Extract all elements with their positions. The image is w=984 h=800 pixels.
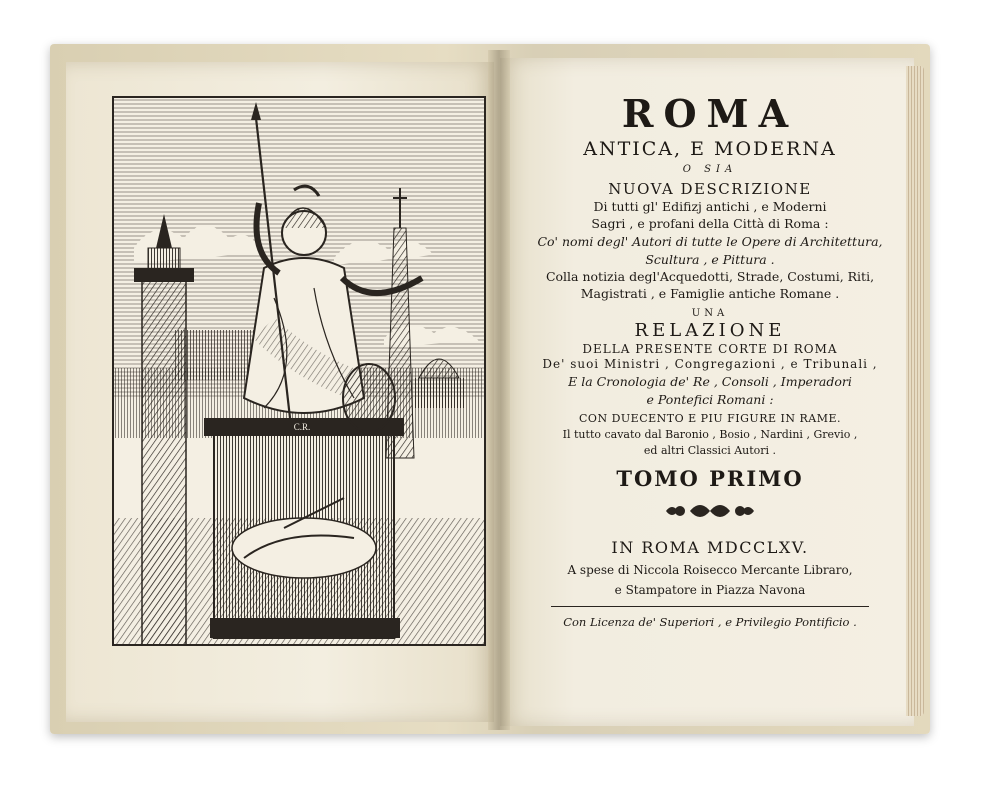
title-sources: Il tutto cavato dal Baronio , Bosio , Nardini , Grevio , xyxy=(562,428,858,441)
divider-rule xyxy=(551,606,869,607)
title-ministri: De' suoi Ministri , Congregazioni , e Tribunali , xyxy=(542,357,878,371)
subtitle-line: Magistrati , e Famiglie antiche Romane . xyxy=(580,286,840,301)
volume-label: TOMO PRIMO xyxy=(616,466,804,491)
subtitle-italic-line: Scultura , e Pittura . xyxy=(645,252,775,267)
title-corte-di-roma: DELLA PRESENTE CORTE DI ROMA xyxy=(582,342,838,356)
title-antica-moderna: ANTICA, E MODERNA xyxy=(583,138,837,160)
book-gutter xyxy=(488,50,510,730)
subtitle-italic-line: Co' nomi degl' Autori di tutte le Opere di Architettura, xyxy=(537,234,883,249)
subtitle-line: Di tutti gl' Edifizj antichi , e Moderni xyxy=(593,199,827,214)
subtitle-line: Sagri , e profani della Città di Roma : xyxy=(591,216,829,231)
frontispiece-engraving xyxy=(112,96,486,646)
printer-ornament-icon xyxy=(650,498,770,524)
imprint-place-date: IN ROMA MDCCLXV. xyxy=(611,538,809,557)
title-una: UNA xyxy=(691,308,729,319)
title-figure-in-rame: CON DUECENTO E PIU FIGURE IN RAME. xyxy=(579,412,841,425)
imprint-address: e Stampatore in Piazza Navona xyxy=(614,583,806,597)
title-relazione: RELAZIONE xyxy=(634,320,786,341)
title-cronologia: E la Cronologia de' Re , Consoli , Imperadori xyxy=(568,374,852,389)
imprint-publisher: A spese di Niccola Roisecco Mercante Libraro, xyxy=(567,563,853,577)
engraving-illustration xyxy=(114,98,484,644)
title-sources: ed altri Classici Autori . xyxy=(643,444,777,457)
subtitle-line: Colla notizia degl'Acquedotti, Strade, Costumi, Riti, xyxy=(545,269,875,284)
title-page-text xyxy=(510,92,910,629)
title-o-sia: O SIA xyxy=(682,164,738,175)
title-nuova-descrizione: NUOVA DESCRIZIONE xyxy=(608,180,812,198)
license-line: Con Licenza de' Superiori , e Privilegio Pontificio . xyxy=(563,615,857,629)
title-pontefici: e Pontefici Romani : xyxy=(646,392,774,407)
title-roma: ROMA xyxy=(621,91,799,136)
plinth-inscription: C.R. xyxy=(293,422,311,432)
